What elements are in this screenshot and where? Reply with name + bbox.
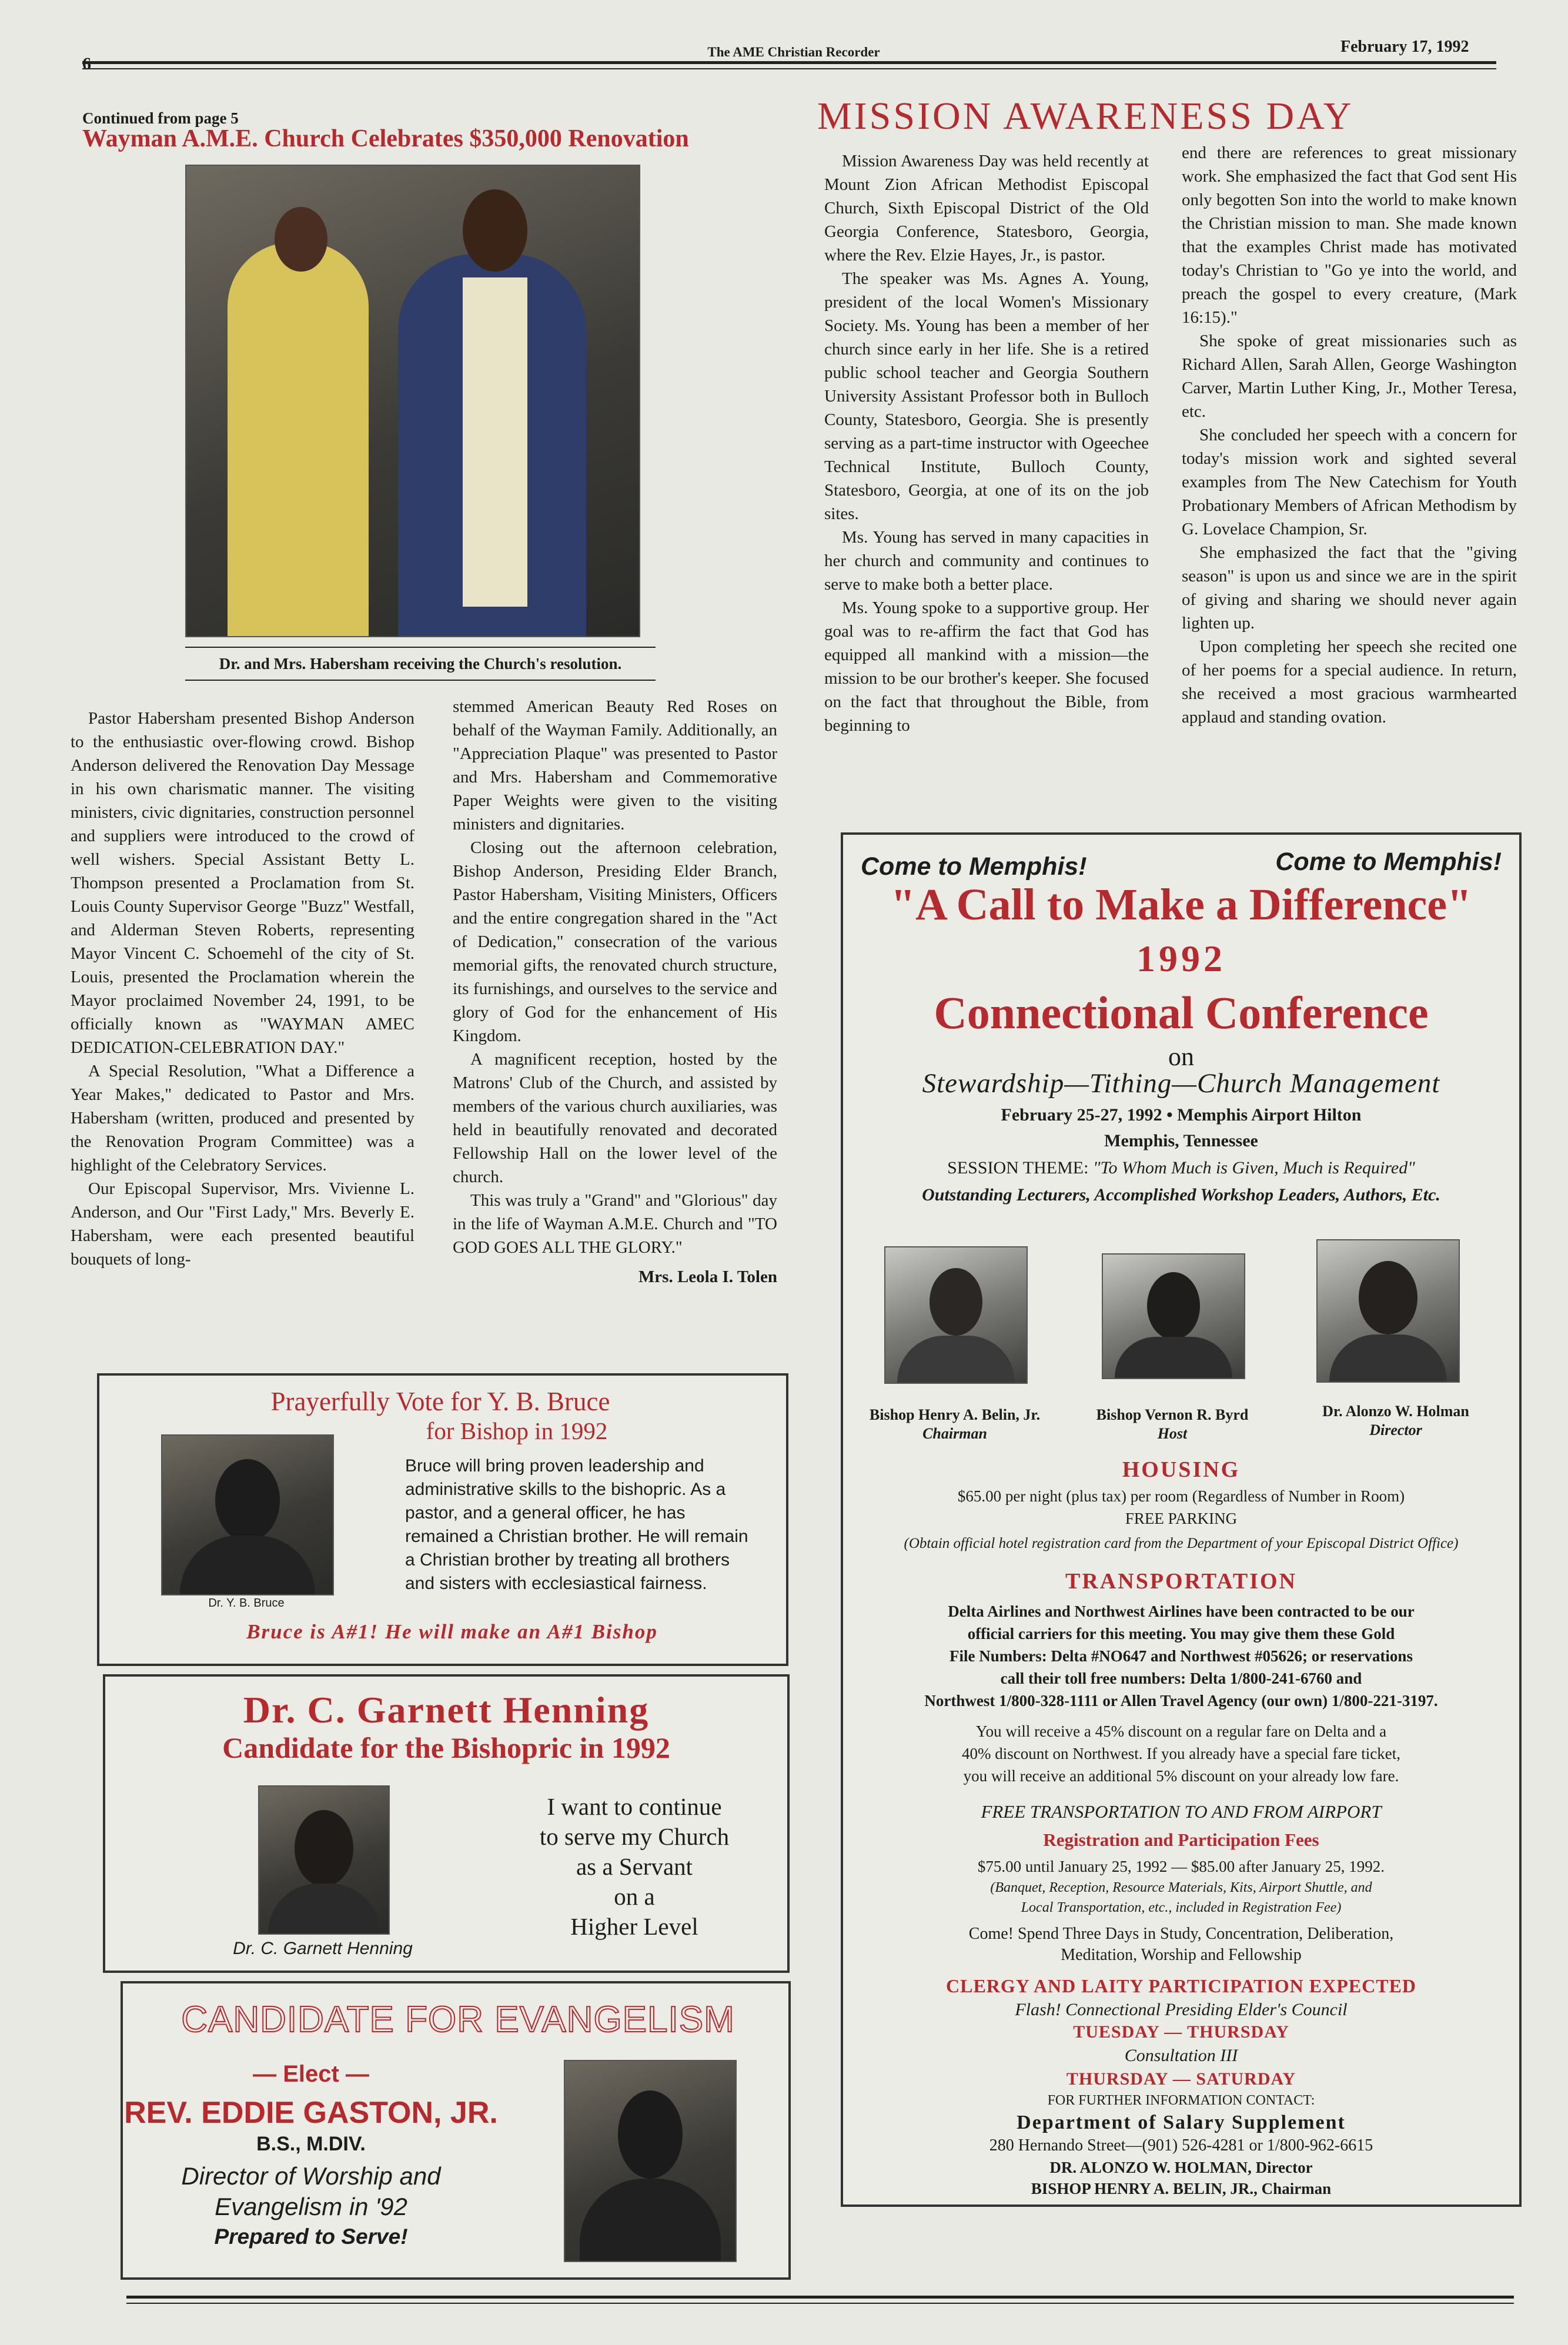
gaston-elect: — Elect — [253,2061,369,2087]
holman-head [1359,1261,1417,1334]
gaston-title: CANDIDATE FOR EVANGELISM [181,1999,735,2040]
henning-shoulders [268,1884,380,1933]
henning-head [295,1810,353,1886]
gaston-role-line2: Evangelism in '92 [215,2193,407,2220]
text-line: call their toll free numbers: Delta 1/800-241-6760 and [1000,1670,1362,1687]
text-line: You will receive a 45% discount on a regular fare on Delta and a [975,1722,1387,1740]
byrd-shoulders [1115,1337,1232,1378]
clergy-laity: CLERGY AND LAITY PARTICIPATION EXPECTED [945,1975,1417,1996]
statement-line: as a Servant [576,1853,693,1880]
paragraph: Closing out the afternoon celebration, Bishop Anderson, Presiding Elder Branch, Pastor Habersham, Visiting Ministers, Officers and the entire congregation shared in the "Act of Dedication," consecration of the various memorial gifts, the renovated church structure, its furnishings, and ourselves to the service and glory of God for the enhancement of His Kingdom. [453,838,777,1045]
department-address: 280 Hernando Street—(901) 526-4281 or 1/800-962-6615 [989,2136,1373,2155]
gaston-name: REV. EDDIE GASTON, JR. [124,2096,498,2130]
housing-heading: HOUSING [1122,1457,1241,1482]
paragraph: end there are references to great missionary work. She emphasized the fact that God sent His only begotten Son into the world to make known the Christian mission to man. She made known that the examples Christ made has motivated today's Christian to "Go ye into the world, and preach the gospel to every creature, (Mark 16:15)." [1182,143,1517,327]
person-role: Host [1157,1425,1188,1442]
wayman-column-2 [453,695,777,1289]
transportation-heading: TRANSPORTATION [1065,1569,1297,1594]
come-spend-line2: Meditation, Worship and Fellowship [1061,1946,1302,1964]
come-to-memphis-right: Come to Memphis! [1275,848,1502,876]
person-name: Bishop Vernon R. Byrd [1096,1406,1249,1423]
bruce-photo-caption: Dr. Y. B. Bruce [208,1597,285,1610]
gaston-motto: Prepared to Serve! [214,2224,408,2249]
henning-photo-caption: Dr. C. Garnett Henning [233,1939,413,1958]
contact-holman: DR. ALONZO W. HOLMAN, Director [1049,2159,1313,2176]
text-line: official carriers for this meeting. You may give them these Gold [967,1625,1395,1642]
mission-column-1 [824,149,1149,737]
contact-label: FOR FURTHER INFORMATION CONTACT: [1047,2093,1315,2108]
text-line: File Numbers: Delta #NO647 and Northwest #05626; or reservations [950,1647,1413,1665]
henning-photo [258,1785,390,1935]
holman-photo [1316,1239,1460,1383]
lecturers-line: Outstanding Lecturers, Accomplished Workshop Leaders, Authors, Etc. [922,1185,1440,1205]
conference-ad [841,832,1522,2207]
person-name: Bishop Henry A. Belin, Jr. [869,1406,1041,1423]
fees-note-line2: Local Transportation, etc., included in Registration Fee) [1021,1900,1342,1915]
paragraph: Our Episcopal Supervisor, Mrs. Vivienne L. Anderson, and Our "First Lady," Mrs. Beverly E. Habersham, were each presented beautiful bouquets of long- [71,1179,414,1269]
belin-shoulders [897,1336,1015,1383]
conference-topic: Stewardship—Tithing—Church Management [922,1068,1440,1099]
text-line: Delta Airlines and Northwest Airlines have been contracted to be our [948,1603,1415,1620]
thursday-saturday: THURSDAY — SATURDAY [1066,2069,1296,2089]
caption-rule-top [185,647,656,648]
come-spend: Come! Spend Three Days in Study, Concentration, Deliberation, [968,1925,1394,1943]
henning-ad [103,1674,790,1973]
consultation: Consultation III [1124,2046,1238,2065]
byrd-head [1147,1272,1200,1340]
paragraph: This was truly a "Grand" and "Glorious" day in the life of Wayman A.M.E. Church and "TO GOD GOES ALL THE GLORY." [453,1191,777,1257]
gaston-shoulders [580,2179,721,2261]
conference-call: "A Call to Make a Difference" [890,880,1472,929]
bruce-head [215,1459,280,1541]
bruce-body: Bruce will bring proven leadership and administrative skills to the bishopric. As a pastor, and a general officer, he has remained a Christian brother. He will remain a Christian brother by treating all brothers and sisters with ecclesiastical fairness. [405,1456,748,1593]
paragraph: Ms. Young spoke to a supportive group. Her goal was to re-affirm the fact that God has equipped all mankind with a mission—the mission to be our brother's keeper. She focused on the fact that throughout the Bible, from beginning to [824,598,1149,735]
page-number [82,54,91,74]
housing-note: (Obtain official hotel registration card from the Department of your Episcopal District Office) [904,1536,1459,1551]
byrd-photo [1102,1253,1245,1379]
bruce-ad [97,1373,788,1666]
paragraph: She concluded her speech with a concern for today's mission work and sighted several examples from The New Catechism for Youth Probationary Members of African Methodism by G. Lovelace Champion, Sr. [1182,426,1517,538]
conference-dates: February 25-27, 1992 • Memphis Airport Hilton [1001,1105,1362,1125]
text-line: 40% discount on Northwest. If you already have a special fare ticket, [962,1745,1400,1762]
discount-details [843,1720,1519,1787]
gaston-degrees: B.S., M.DIV. [256,2133,366,2155]
bruce-shoulders [180,1536,315,1594]
wayman-column-1 [71,707,414,1271]
holman-shoulders [1329,1334,1447,1381]
paragraph: The speaker was Ms. Agnes A. Young, president of the local Women's Missionary Society. Ms. Young has been a member of her church since early in her life. She is a retired public school teacher and Georgia Southern University Assistant Professor both in Bulloch County, Statesboro, Georgia. She is presently serving as a part-time instructor with Ogeechee Technical Institute, Bulloch County, Statesboro, Georgia, at one of its on the job sites. [824,269,1149,523]
person-role: Director [1369,1421,1422,1439]
statement-line: I want to continue [547,1793,722,1820]
transportation-details [843,1600,1519,1712]
continued-label: Continued from page 5 [82,109,239,127]
statement-line: to serve my Church [539,1823,730,1850]
belin-head [930,1268,982,1336]
fees-amount: $75.00 until January 25, 1992 — $85.00 after January 25, 1992. [977,1858,1385,1875]
come-to-memphis-left: Come to Memphis! [861,852,1087,881]
contact-belin: BISHOP HENRY A. BELIN, JR., Chairman [1031,2180,1332,2197]
conference-on: on [1168,1042,1194,1071]
gaston-role: Director of Worship and [181,2162,441,2190]
session-theme-label: SESSION THEME: [947,1158,1089,1177]
fees-heading: Registration and Participation Fees [1043,1829,1319,1850]
issue-date: February 17, 1992 [1340,38,1469,56]
paragraph: A magnificent reception, hosted by the Matrons' Club of the Church, and assisted by members of the various church auxiliaries, was held in beautifully renovated and decorated Fellowship Hall on the lower level of the church. [453,1050,777,1186]
caption-rule-bottom [185,680,656,681]
conference-city: Memphis, Tennessee [1104,1131,1258,1150]
gaston-photo [564,2060,737,2262]
bruce-slogan: Bruce is A#1! He will make an A#1 Bishop [246,1620,658,1643]
paragraph: Upon completing her speech she recited one of her poems for a special audience. In return, she received a most gracious warmhearted applaud and standing ovation. [1182,637,1517,727]
mission-headline: MISSION AWARENESS DAY [817,95,1354,138]
text-line: Northwest 1/800-328-1111 or Allen Travel Agency (our own) 1/800-221-3197. [924,1692,1438,1710]
conference-year: 1992 [1136,938,1226,979]
man-stole [463,277,527,607]
bruce-title: Prayerfully Vote for Y. B. Bruce [270,1387,610,1416]
habersham-photo [185,165,640,637]
woman-head [275,207,327,272]
footer-rule [126,2296,1514,2299]
footer-rule-thin [126,2303,1514,2304]
housing-rate: $65.00 per night (plus tax) per room (Regardless of Number in Room) [957,1487,1405,1505]
tuesday-thursday: TUESDAY — THURSDAY [1073,2022,1289,2042]
free-transportation: FREE TRANSPORTATION TO AND FROM AIRPORT [981,1801,1382,1822]
bruce-subtitle: for Bishop in 1992 [426,1417,608,1444]
paragraph: stemmed American Beauty Red Roses on behalf of the Wayman Family. Additionally, an "Appreciation Plaque" was presented to Pastor and Mrs. Habersham and Commemorative Paper Weights were given to the visiting ministers and dignitaries. [453,697,777,834]
woman-figure [228,242,369,636]
statement-line: on a [614,1883,655,1910]
paragraph: She emphasized the fact that the "giving season" is upon us and since we are in the spirit of giving and sharing we should never again lighten up. [1182,543,1517,633]
gaston-head [618,2090,683,2179]
paragraph: Pastor Habersham presented Bishop Anderson to the enthusiastic over-flowing crowd. Bishop Anderson delivered the Renovation Day Message in his own charismatic manner. The visiting ministers, civic dignitaries, construction personnel and suppliers were introduced to the crowd of well wishers. Special Assistant Betty L. Thompson presented a Proclamation from St. Louis County Supervisor George "Buzz" Westfall, and Alderman Steven Roberts, representing Mayor Vincent C. Schoemehl of the city of St. Louis, presented the Proclamation wherein the Mayor proclaimed November 24, 1991, to be officially known as "WAYMAN AMEC DEDICATION-CELEBRATION DAY." [71,709,414,1057]
masthead-rule-thin [82,68,1496,69]
paragraph: Mission Awareness Day was held recently at Mount Zion African Methodist Episcopal Church, Sixth Episcopal District of the Old Georgia Conference, Statesboro, Georgia, where the Rev. Elzie Hayes, Jr., is pastor. [824,152,1149,265]
department: Department of Salary Supplement [1017,2112,1346,2133]
session-theme [843,1158,1519,1178]
byline: Mrs. Leola I. Tolen [638,1267,777,1286]
paragraph: Ms. Young has served in many capacities in her church and community and continues to serve to make both a better place. [824,528,1149,594]
free-parking: FREE PARKING [1125,1510,1238,1527]
flash-council: Flash! Connectional Presiding Elder's Council [1015,2000,1348,2019]
paragraph: A Special Resolution, "What a Difference a Year Makes," dedicated to Pastor and Mrs. Habersham (written, produced and presented by the Renovation Program Committee) was a highlight of the Celebratory Services. [71,1062,414,1175]
belin-photo [884,1246,1028,1384]
photo-caption: Dr. and Mrs. Habersham receiving the Church's resolution. [219,655,622,673]
publication-name: The AME Christian Recorder [707,45,880,59]
henning-statement [511,1792,758,1942]
henning-name: Dr. C. Garnett Henning [243,1689,650,1731]
mission-column-2 [1182,141,1517,729]
henning-candidacy: Candidate for the Bishopric in 1992 [222,1731,670,1764]
masthead-rule [82,61,1496,64]
paragraph: She spoke of great missionaries such as Richard Allen, Sarah Allen, George Washington Carver, Martin Luther King, Jr., Mother Teresa, etc. [1182,332,1517,421]
bruce-photo [161,1434,334,1595]
session-theme-text: "To Whom Much is Given, Much is Required" [1092,1158,1415,1177]
person-name: Dr. Alonzo W. Holman [1322,1403,1469,1420]
text-line: you will receive an additional 5% discount on your already low fare. [963,1767,1399,1785]
wayman-headline: Wayman A.M.E. Church Celebrates $350,000 Renovation [82,125,689,152]
gaston-ad [121,1981,791,2280]
fees-note: (Banquet, Reception, Resource Materials, Kits, Airport Shuttle, and [990,1880,1372,1895]
statement-line: Higher Level [570,1913,698,1940]
person-role: Chairman [922,1425,987,1442]
conference-name: Connectional Conference [934,987,1429,1038]
man-head [463,189,527,272]
